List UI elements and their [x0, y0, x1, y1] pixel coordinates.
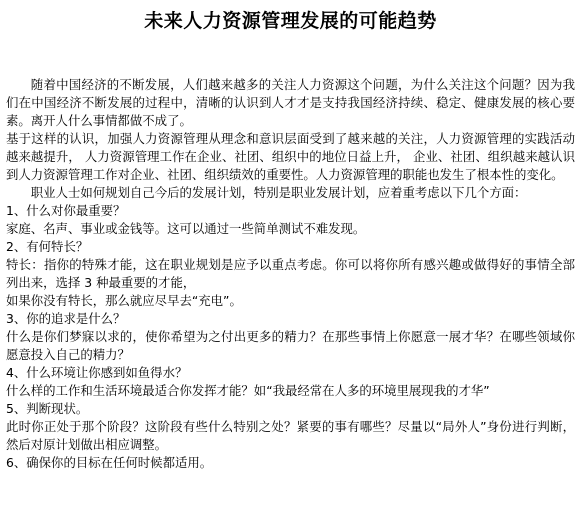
item-6-heading: 6、确保你的目标在任何时候都适用。: [6, 455, 213, 470]
item-3-heading: 3、你的追求是什么？: [6, 311, 126, 326]
item-4-heading: 4、什么环境让你感到如鱼得水？: [6, 365, 188, 380]
document-title: 未来人力资源管理发展的可能趋势: [144, 10, 437, 32]
paragraph-1: 随着中国经济的不断发展，人们越来越多的关注人力资源这个问题，为什么关注这个问题？因为我们在中国经济不断发展的过程中，清晰的认识到人才才是支持我国经济持续、稳定、健康发展的核心要素。离开人什么事情都做不成了。: [6, 77, 575, 128]
item-1-line-1: 家庭、名声、事业或金钱等。这可以通过一些简单测试不难发现。: [6, 221, 366, 236]
item-3-line-1: 什么是你们梦寐以求的，使你希望为之付出更多的精力？在那些事情上你愿意一展才华？在哪些领域你愿意投入自己的精力？: [6, 329, 575, 362]
item-5-line-1: 此时你正处于那个阶段？这阶段有些什么特别之处？紧要的事有哪些？尽量以“局外人”身份进行判断，然后对原计划做出相应调整。: [6, 419, 575, 452]
item-4-line-1: 什么样的工作和生活环境最适合你发挥才能？如“我最经常在人多的环境里展现我的才华”: [6, 383, 490, 398]
document-body: [6, 76, 575, 472]
item-5-heading: 5、判断现状。: [6, 401, 89, 416]
item-2-line-1: 特长：指你的特殊才能，这在职业规划是应予以重点考虑。你可以将你所有感兴趣或做得好的事情全部列出来，选择 3 种最重要的才能，: [6, 257, 575, 290]
paragraph-3: 职业人士如何规划自己今后的发展计划，特别是职业发展计划，应着重考虑以下几个方面：: [30, 185, 527, 200]
item-1-heading: 1、什么对你最重要？: [6, 203, 126, 218]
item-2-heading: 2、有何特长？: [6, 239, 89, 254]
item-2-line-2: 如果你没有特长，那么就应尽早去“充电”。: [6, 293, 242, 308]
paragraph-2: 基于这样的认识，加强人力资源管理从理念和意识层面受到了越来越的关注，人力资源管理的实践活动越来越提升， 人力资源管理工作在企业、社团、组织中的地位日益上升， 企业、社团、组织越来越认识到人力资源管理工作对企业、社团、组织绩效的重要性。人力资源管理的职能也发生了根本性的变化。: [6, 131, 575, 182]
